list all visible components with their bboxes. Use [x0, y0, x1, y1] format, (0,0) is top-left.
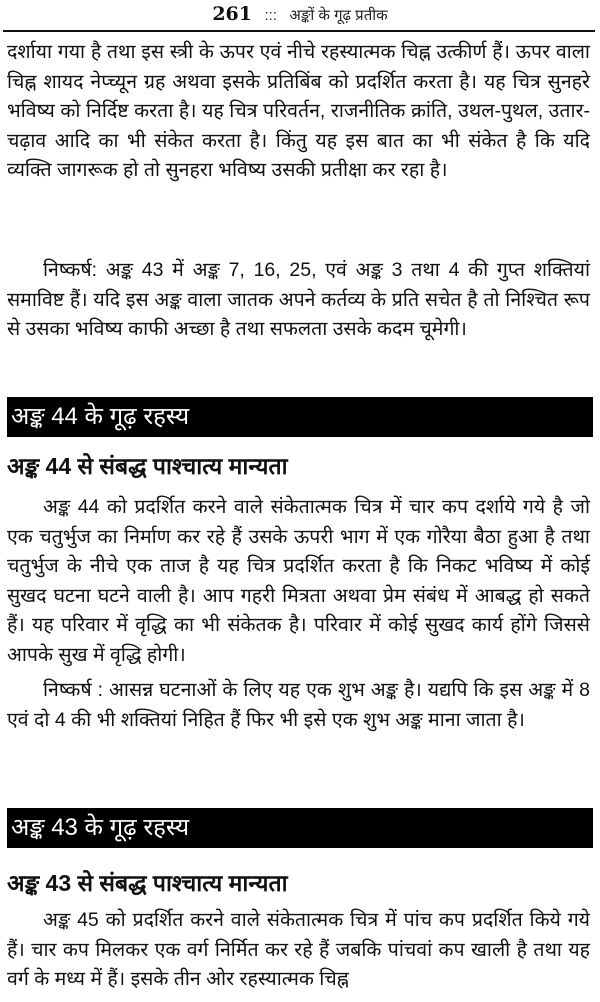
- header-separator: :::: [264, 7, 277, 24]
- intro-paragraph: दर्शाया गया है तथा इस स्त्री के ऊपर एवं नीचे रहस्यात्मक चिह्न उत्कीर्ण हैं। ऊपर वाला चिह्न शायद नेप्च्यून ग्रह अथवा इसके प्रतिबिंब को प्रदर्शित करता है। यह चित्र सुनहरे भविष्य को निर्दिष्ट करता है। यह चित्र परिवर्तन, राजनीतिक क्रांति, उथल-पुथल, उतार-चढ़ाव आदि का भी संकेत करता है। किंतु यह इस बात का भी संकेत है कि यदि व्यक्ति जागरूक हो तो सुनहरा भविष्य उसकी प्रतीक्षा कर रहा है।: [7, 41, 590, 181]
- section-banner-44: अङ्क 44 के गूढ़ रहस्य: [7, 397, 593, 437]
- section-banner-43: अङ्क 43 के गूढ़ रहस्य: [7, 808, 593, 848]
- header-rule-divider: [3, 30, 595, 32]
- conclusion-paragraph-44: निष्कर्ष : आसन्न घटनाओं के लिए यह एक शुभ अङ्क है। यद्यपि कि इस अङ्क में 8 एवं दो 4 की भी शक्तियां निहित हैं फिर भी इसे एक शुभ अङ्क माना जाता है।: [7, 679, 590, 731]
- conclusion-paragraph-43: निष्कर्ष: अङ्क 43 में अङ्क 7, 16, 25, एवं अङ्क 3 तथा 4 की गुप्त शक्तियां समाविष्ट हैं। यदि इस अङ्क वाला जातक अपने कर्तव्य के प्रति सचेत है तो निश्चित रूप से उसका भविष्य काफी अच्छा है तथा सफलता उसके कदम चूमेगी।: [7, 259, 590, 340]
- subheading-western-belief-43: अङ्क 43 से संबद्ध पाश्चात्य मान्यता: [7, 870, 288, 896]
- body-paragraph-44: अङ्क 44 को प्रदर्शित करने वाले संकेतात्मक चित्र में चार कप दर्शाये गये है जो एक चतुर्भुज का निर्माण कर रहे हैं उसके ऊपरी भाग में एक गोरैया बैठा हुआ है तथा चतुर्भुज के नीचे एक ताज है यह चित्र प्रदर्शित करता है कि निकट भविष्य में कोई सुखद घटना घटने वाली है। आप गहरी मित्रता अथवा प्रेम संबंध में आबद्ध हो सकते हैं। यह परिवार में वृद्धि का भी संकेतक है। परिवार में कोई सुखद कार्य होंगे जिससे आपके सुख में वृद्धि होगी।: [7, 496, 590, 666]
- chapter-title: अङ्कों के गूढ़ प्रतीक: [289, 7, 388, 24]
- running-header: [0, 0, 600, 30]
- body-paragraph-43: अङ्क 45 को प्रदर्शित करने वाले संकेतात्मक चित्र में पांच कप प्रदर्शित किये गये हैं। चार कप मिलकर एक वर्ग निर्मित कर रहे हैं जबकि पांचवां कप खाली है तथा यह वर्ग के मध्य में हैं। इसके तीन ओर रहस्यात्मक चिह्न: [7, 909, 590, 990]
- subheading-western-belief-44: अङ्क 44 से संबद्ध पाश्चात्य मान्यता: [7, 453, 288, 479]
- page-number: 261: [212, 3, 252, 25]
